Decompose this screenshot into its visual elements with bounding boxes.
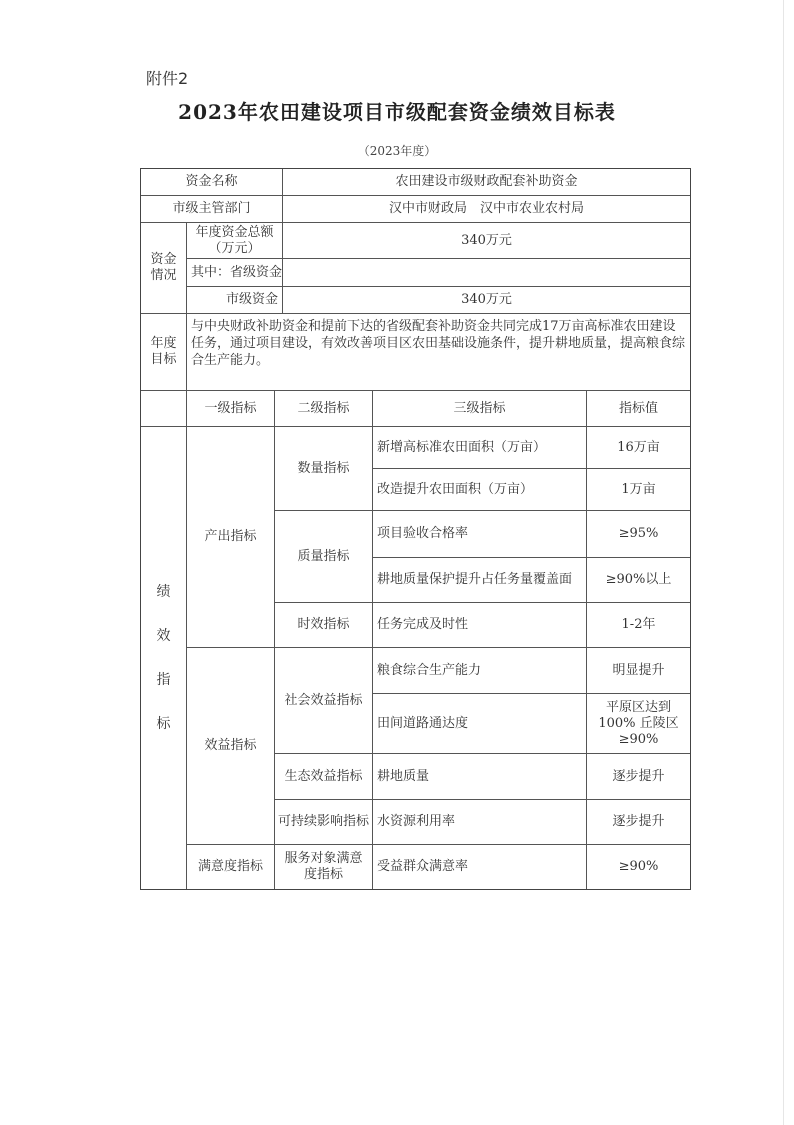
indicator-value: 逐步提升 — [586, 799, 691, 845]
provincial-fund-label: 其中：省级资金 — [186, 258, 283, 287]
indicator-value: 1-2年 — [586, 602, 691, 648]
header-blank — [140, 390, 187, 427]
indicator-row: 耕地质量保护提升占任务量覆盖面 — [372, 557, 587, 603]
indicator-row: 改造提升农田面积（万亩） — [372, 468, 587, 511]
header-value: 指标值 — [586, 390, 691, 427]
level1-benefit: 效益指标 — [186, 647, 275, 845]
page-title: 2023年农田建设项目市级配套资金绩效目标表 — [178, 100, 616, 124]
indicator-row: 水资源利用率 — [372, 799, 587, 845]
annual-goal-label: 年度目标 — [140, 313, 187, 391]
level2-quality: 质量指标 — [274, 510, 373, 603]
indicator-value: 16万亩 — [586, 426, 691, 469]
city-fund-value: 340万元 — [282, 286, 691, 314]
scan-edge-line — [783, 0, 784, 1125]
indicator-value: ≥90% — [586, 844, 691, 890]
perf-char: 绩 — [156, 584, 171, 600]
level1-satisfaction: 满意度指标 — [186, 844, 275, 890]
level1-output: 产出指标 — [186, 426, 275, 648]
header-level1: 一级指标 — [186, 390, 275, 427]
indicator-value: 逐步提升 — [586, 753, 691, 800]
indicator-row: 粮食综合生产能力 — [372, 647, 587, 694]
fund-name-label: 资金名称 — [140, 168, 283, 196]
indicator-row: 项目验收合格率 — [372, 510, 587, 558]
fund-situation-label: 资金情况 — [140, 222, 187, 314]
level2-sustainable: 可持续影响指标 — [274, 799, 373, 845]
level2-social: 社会效益指标 — [274, 647, 373, 754]
total-fund-value: 340万元 — [282, 222, 691, 259]
indicator-row: 受益群众满意率 — [372, 844, 587, 890]
indicator-value: 平原区达到100% 丘陵区≥90% — [586, 693, 691, 754]
annual-goal-text: 与中央财政补助资金和提前下达的省级配套补助资金共同完成17万亩高标准农田建设任务，通过项目建设，有效改善项目区农田基础设施条件，提升耕地质量，提高粮食综合生产能力。 — [186, 313, 691, 391]
perf-char: 指 — [156, 672, 171, 688]
performance-indicator-label — [140, 426, 187, 890]
attachment-label: 附件2 — [146, 69, 189, 88]
indicator-value: 1万亩 — [586, 468, 691, 511]
perf-char: 效 — [156, 628, 171, 644]
total-fund-label: 年度资金总额（万元） — [186, 222, 283, 259]
indicator-value: ≥95% — [586, 510, 691, 558]
provincial-fund-value — [282, 258, 691, 287]
level2-quantity: 数量指标 — [274, 426, 373, 511]
dept-value: 汉中市财政局 汉中市农业农村局 — [282, 195, 691, 223]
indicator-row: 任务完成及时性 — [372, 602, 587, 648]
city-fund-label: 市级资金 — [186, 286, 283, 314]
header-level2: 二级指标 — [274, 390, 373, 427]
dept-label: 市级主管部门 — [140, 195, 283, 223]
year-label: （2023年度） — [357, 144, 437, 158]
perf-char: 标 — [156, 716, 171, 732]
fund-name-value: 农田建设市级财政配套补助资金 — [282, 168, 691, 196]
indicator-row: 耕地质量 — [372, 753, 587, 800]
level2-ecological: 生态效益指标 — [274, 753, 373, 800]
indicator-value: ≥90%以上 — [586, 557, 691, 603]
indicator-row: 新增高标准农田面积（万亩） — [372, 426, 587, 469]
level2-service-satisfaction: 服务对象满意度指标 — [274, 844, 373, 890]
level2-timeliness: 时效指标 — [274, 602, 373, 648]
indicator-value: 明显提升 — [586, 647, 691, 694]
header-level3: 三级指标 — [372, 390, 587, 427]
indicator-row: 田间道路通达度 — [372, 693, 587, 754]
